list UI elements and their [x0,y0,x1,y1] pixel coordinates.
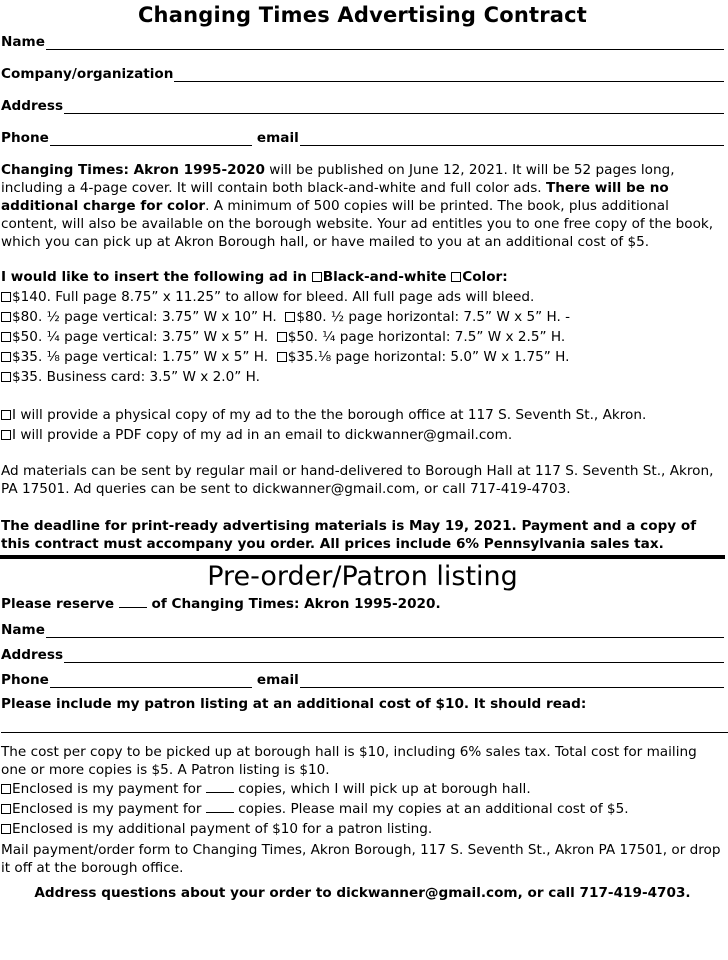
preorder-phone-label: Phone [1,672,49,688]
email-label: email [256,130,299,146]
provide-pdf-checkbox[interactable] [1,430,11,440]
address-label: Address [1,98,64,114]
contract-title: Changing Times Advertising Contract [137,3,588,27]
reserve-line: Please reserve of Changing Times: Akron 1995-2020. [1,596,441,612]
bw-checkbox[interactable] [312,272,322,282]
book-title-bold: Changing Times: Akron 1995-2020 [1,162,265,178]
half-horizontal-checkbox[interactable] [285,312,295,322]
enclosed-mail-checkbox[interactable] [1,804,11,814]
quarter-horizontal-checkbox[interactable] [277,332,287,342]
patron-label: Please include my patron listing at an additional cost of $10. It should read: [1,696,587,712]
option-business-card: $35. Business card: 3.5” W x 2.0” H. [1,367,724,387]
enclosed-mail-line: Enclosed is my payment for copies. Please mail my copies at an additional cost of $5. [1,799,724,819]
pickup-copies-blank[interactable] [206,782,234,793]
preorder-phone-line[interactable] [50,675,252,688]
email-line[interactable] [300,133,724,146]
option-quarter-page: $50. ¼ page vertical: 3.75” W x 5” H. $50. ¼ page horizontal: 7.5” W x 2.5” H. [1,327,724,347]
quarter-vertical-checkbox[interactable] [1,332,11,342]
no-charge-bold: There will be no additional charge for color [1,180,669,214]
questions-line: Address questions about your order to dickwanner@gmail.com, or call 717-419-4703. [34,885,691,901]
intro-text-2: . A minimum of 500 copies will be printed. The book, plus additional content, will also be available on the borough website. Your ad entitles you to one free copy of the book, which you can pick up at Akron Borough hall, or have mailed to you at an additional cost of $5. [1,198,714,250]
preorder-email-label: email [256,672,299,688]
preorder-phone-email-field [1,672,724,688]
mail-paragraph: Mail payment/order form to Changing Times, Akron Borough, 117 S. Seventh St., Akron PA 17501, or drop it off at the borough office. [1,842,721,876]
name-field [1,34,724,50]
option-half-page: $80. ½ page vertical: 3.75” W x 10” H. $80. ½ page horizontal: 7.5” W x 5” H. - [1,307,724,327]
option-eighth-page: $35. ⅛ page vertical: 1.75” W x 5” H. $35.⅛ page horizontal: 5.0” W x 1.75” H. [1,347,724,367]
preorder-email-line[interactable] [300,675,724,688]
enclosed-patron-line: Enclosed is my additional payment of $10 for a patron listing. [1,819,724,839]
mail-copies-blank[interactable] [206,802,234,813]
preorder-name-label: Name [1,622,45,638]
bw-label: Black-and-white [322,269,452,285]
cost-paragraph: The cost per copy to be picked up at borough hall is $10, including 6% sales tax. Total cost for mailing one or more copies is $5. A Patron listing is $10. [1,744,697,778]
intro-paragraph [1,161,724,251]
insert-ad-line: I would like to insert the following ad in Black-and-white Color: [1,269,508,285]
preorder-name-line[interactable] [46,625,724,638]
company-line[interactable] [174,69,724,82]
provide-physical-line: I will provide a physical copy of my ad to the the borough office at 117 S. Seventh St., Akron. [1,405,724,425]
provide-pdf-line: I will provide a PDF copy of my ad in an email to dickwanner@gmail.com. [1,425,724,445]
preorder-name-field [1,622,724,638]
phone-email-field [1,130,724,146]
address-line[interactable] [64,101,724,114]
preorder-address-label: Address [1,647,64,663]
option-full-page: $140. Full page 8.75” x 11.25” to allow for bleed. All full page ads will bleed. [1,287,724,307]
enclosed-patron-checkbox[interactable] [1,824,11,834]
name-label: Name [1,34,45,50]
color-label: Color [462,269,503,285]
insert-label: I would like to insert the following ad in [1,269,312,285]
full-page-checkbox[interactable] [1,292,11,302]
materials-paragraph: Ad materials can be sent by regular mail or hand-delivered to Borough Hall at 117 S. Seventh St., Akron, PA 17501. Ad queries can be sent to dickwanner@gmail.com, or call 717-419-4703. [1,463,714,497]
deadline-paragraph: The deadline for print-ready advertising materials is May 19, 2021. Payment and a copy of this contract must accompany you order. All prices include 6% Pennsylvania sales tax. [1,518,697,552]
preorder-title: Pre-order/Patron listing [207,561,518,592]
phone-label: Phone [1,130,49,146]
enclosed-pickup-line: Enclosed is my payment for copies, which I will pick up at borough hall. [1,779,724,799]
color-checkbox[interactable] [451,272,461,282]
address-field [1,98,724,114]
name-line[interactable] [46,37,724,50]
eighth-horizontal-checkbox[interactable] [277,352,287,362]
company-field [1,66,724,82]
eighth-vertical-checkbox[interactable] [1,352,11,362]
phone-line[interactable] [50,133,252,146]
intro-text-1: will be published on June 12, 2021. It will be 52 pages long, including a 4-page cover. It will contain both black-and-white and full color ads. [1,162,675,196]
company-label: Company/organization [1,66,174,82]
provide-physical-checkbox[interactable] [1,410,11,420]
reserve-quantity-blank[interactable] [119,597,147,608]
patron-listing-line[interactable] [1,732,728,733]
preorder-address-field [1,647,724,663]
preorder-address-line[interactable] [64,650,724,663]
business-card-checkbox[interactable] [1,372,11,382]
half-vertical-checkbox[interactable] [1,312,11,322]
enclosed-pickup-checkbox[interactable] [1,784,11,794]
